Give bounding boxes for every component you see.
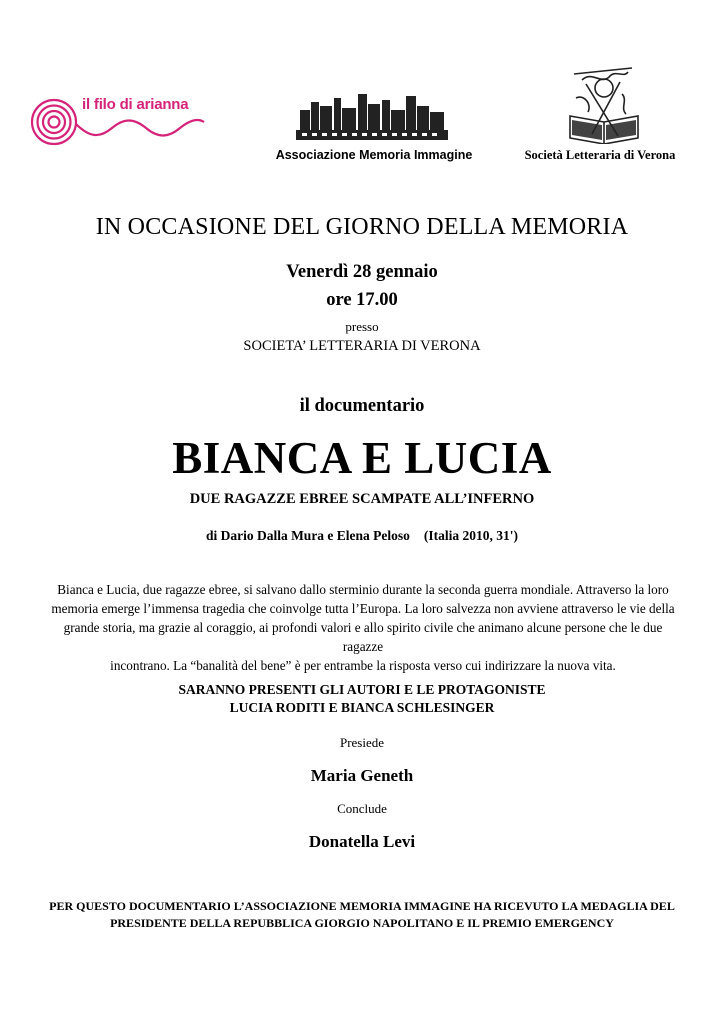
synopsis-line: grande storia, ma grazie al coraggio, ai profondi valori e allo spirito civile che animano alcune persone che le due ragazze bbox=[63, 620, 663, 654]
filo-logo-text: il filo di arianna bbox=[82, 96, 189, 113]
documentary-title: BIANCA E LUCIA bbox=[172, 433, 552, 483]
presiede-label: Presiede bbox=[339, 735, 385, 750]
memoria-immagine-logo bbox=[296, 92, 448, 140]
synopsis-line: Bianca e Lucia, due ragazze ebree, si salvano dallo sterminio durante la seconda guerra mondiale. Attraverso la loro bbox=[57, 582, 669, 597]
book-quill-emblem-icon bbox=[562, 64, 646, 144]
award-line: PER QUESTO DOCUMENTARIO L’ASSOCIAZIONE MEMORIA IMMAGINE HA RICEVUTO LA MEDAGLIA DEL bbox=[49, 899, 675, 913]
award-line: PRESIDENTE DELLA REPUBBLICA GIORGIO NAPOLITANO E IL PREMIO EMERGENCY bbox=[110, 916, 614, 930]
guests-announcement: SARANNO PRESENTI GLI AUTORI E LE PROTAGONISTE bbox=[178, 682, 546, 697]
documentary-year: (Italia 2010, 31') bbox=[423, 528, 519, 543]
occasion-heading: IN OCCASIONE DEL GIORNO DELLA MEMORIA bbox=[95, 214, 629, 240]
societa-letteraria-caption: Società Letteraria di Verona bbox=[524, 148, 676, 162]
documentary-credits bbox=[0, 528, 724, 544]
event-time: ore 17.00 bbox=[326, 290, 398, 310]
filo-di-arianna-logo bbox=[28, 88, 218, 168]
event-date: Venerdì 28 gennaio bbox=[286, 262, 438, 282]
conclude-label: Conclude bbox=[337, 801, 387, 816]
documentary-intro: il documentario bbox=[299, 396, 425, 416]
event-venue: SOCIETA’ LETTERARIA DI VERONA bbox=[243, 338, 481, 354]
guests-names: LUCIA RODITI E BIANCA SCHLESINGER bbox=[229, 700, 495, 715]
societa-letteraria-logo bbox=[562, 64, 646, 144]
city-skyline-filmstrip-icon bbox=[296, 92, 448, 140]
synopsis-line: incontrano. La “banalità del bene” è per entrambe la risposta verso cui indirizzare la nuova vita. bbox=[110, 658, 616, 673]
award-footer bbox=[30, 898, 694, 932]
conclude-name: Donatella Levi bbox=[308, 832, 416, 851]
synopsis-paragraph bbox=[50, 580, 676, 675]
memoria-immagine-caption: Associazione Memoria Immagine bbox=[275, 148, 473, 162]
presiede-name: Maria Geneth bbox=[310, 766, 414, 785]
documentary-authors: di Dario Dalla Mura e Elena Peloso bbox=[205, 528, 410, 543]
documentary-subtitle: DUE RAGAZZE EBREE SCAMPATE ALL’INFERNO bbox=[189, 491, 535, 507]
presso-label: presso bbox=[345, 319, 379, 334]
synopsis-line: memoria emerge l’immensa tragedia che coinvolge tutta l’Europa. La loro salvezza non avviene attraverso le vie della bbox=[51, 601, 675, 616]
